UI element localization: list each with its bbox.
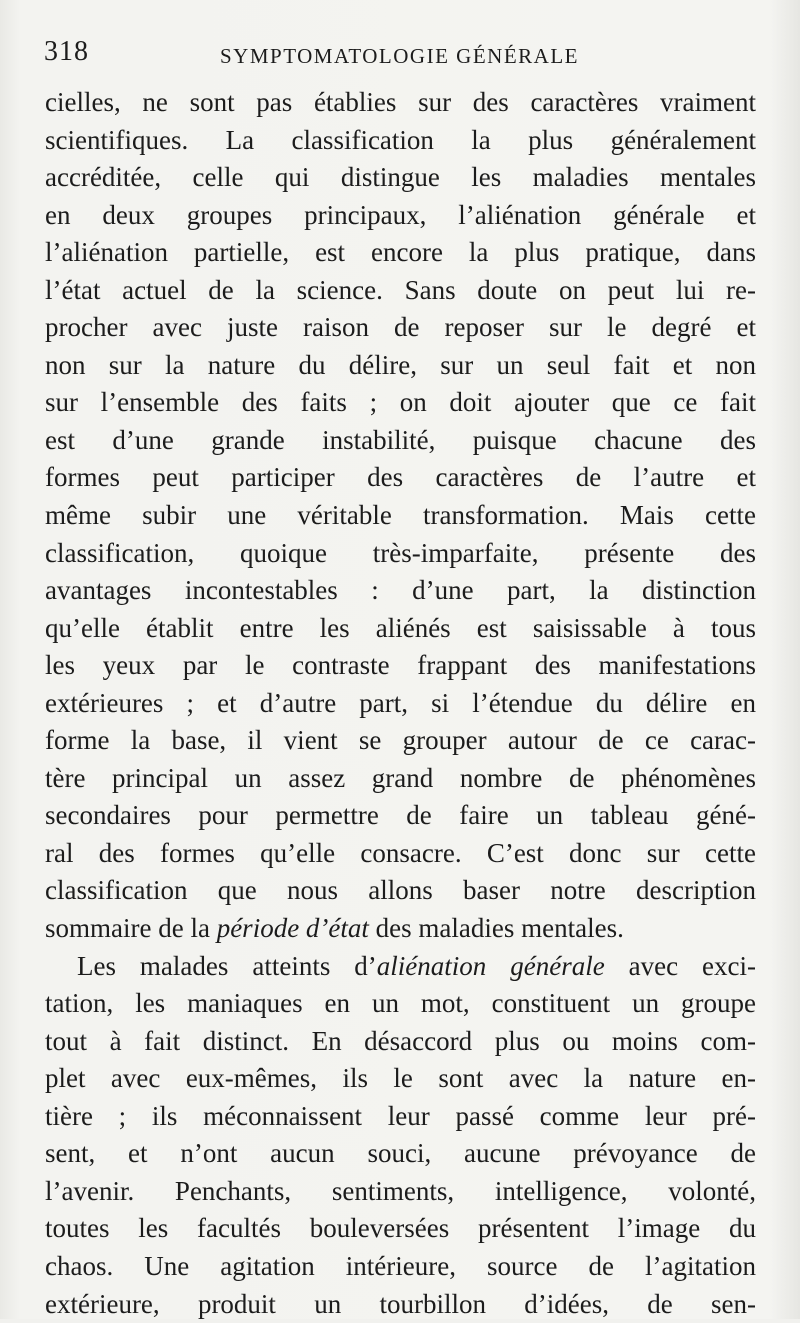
body-text: [45, 84, 756, 1323]
text-line: [45, 685, 756, 723]
text-line: [45, 647, 756, 685]
line-text-after: des maladies mentales.: [369, 913, 624, 943]
text-line: [45, 1135, 756, 1173]
line-text: forme la base, il vient se grouper autour de ce carac-: [45, 725, 756, 755]
line-text: extérieures ; et d’autre part, si l’étendue du délire en: [45, 688, 756, 718]
text-line: [45, 835, 756, 873]
line-text: chaos. Une agitation intérieure, source de l’agitation: [45, 1251, 756, 1281]
text-line: [45, 948, 756, 986]
line-text: avantages incontestables : d’une part, la distinction: [45, 575, 756, 605]
text-line: [45, 122, 756, 160]
line-text: classification que nous allons baser notre description: [45, 875, 756, 905]
text-line: [45, 572, 756, 610]
line-text-after: avec exci-: [605, 951, 756, 981]
running-head: SYMPTOMATOLOGIE GÉNÉRALE: [220, 44, 579, 69]
line-text-before: sommaire de la: [45, 913, 217, 943]
line-text: plet avec eux-mêmes, ils le sont avec la nature en-: [45, 1063, 756, 1093]
line-text: ral des formes qu’elle consacre. C’est donc sur cette: [45, 838, 756, 868]
text-line: [45, 272, 756, 310]
line-text: qu’elle établit entre les aliénés est saisissable à tous: [45, 613, 756, 643]
text-line: [45, 1023, 756, 1061]
line-text: secondaires pour permettre de faire un tableau géné-: [45, 800, 756, 830]
line-text: scientifiques. La classification la plus généralement: [45, 125, 756, 155]
text-line: [45, 535, 756, 573]
line-text: toutes les facultés bouleversées présentent l’image du: [45, 1213, 756, 1243]
line-text: [77, 951, 756, 981]
line-text: procher avec juste raison de reposer sur le degré et: [45, 312, 756, 342]
line-text: [45, 913, 624, 943]
line-text: sent, et n’ont aucun souci, aucune prévoyance de: [45, 1138, 756, 1168]
line-text: tière ; ils méconnaissent leur passé comme leur pré-: [45, 1101, 756, 1131]
text-line: [45, 797, 756, 835]
line-text: est d’une grande instabilité, puisque chacune des: [45, 425, 756, 455]
text-line: [45, 760, 756, 798]
line-text: extérieure, produit un tourbillon d’idées, de sen-: [45, 1289, 756, 1319]
text-line: [45, 459, 756, 497]
text-line: [45, 610, 756, 648]
text-line: [45, 197, 756, 235]
text-line: [45, 384, 756, 422]
italic-term: aliénation générale: [377, 951, 605, 981]
text-line: [45, 1286, 756, 1323]
line-text: cielles, ne sont pas établies sur des caractères vraiment: [45, 87, 756, 117]
line-text: classification, quoique très-imparfaite, présente des: [45, 538, 756, 568]
text-line: [45, 722, 756, 760]
text-line: [45, 1098, 756, 1136]
text-line: [45, 872, 756, 910]
text-line: [45, 1248, 756, 1286]
line-text: sur l’ensemble des faits ; on doit ajouter que ce fait: [45, 387, 756, 417]
text-line: [45, 309, 756, 347]
text-line: [45, 347, 756, 385]
line-text: l’aliénation partielle, est encore la plus pratique, dans: [45, 237, 756, 267]
line-text: l’état actuel de la science. Sans doute on peut lui re-: [45, 275, 756, 305]
line-text: accréditée, celle qui distingue les maladies mentales: [45, 162, 756, 192]
text-line: [45, 1173, 756, 1211]
text-line: [45, 84, 756, 122]
text-line: [45, 497, 756, 535]
text-line: [45, 1210, 756, 1248]
text-line: [45, 234, 756, 272]
line-text: formes peut participer des caractères de l’autre et: [45, 462, 756, 492]
text-line: [45, 985, 756, 1023]
line-text: l’avenir. Penchants, sentiments, intelligence, volonté,: [45, 1176, 756, 1206]
page-header: [44, 36, 756, 72]
line-text: tout à fait distinct. En désaccord plus ou moins com-: [45, 1026, 756, 1056]
text-line: [45, 422, 756, 460]
line-text: les yeux par le contraste frappant des manifestations: [45, 650, 756, 680]
line-text: tation, les maniaques en un mot, constituent un groupe: [45, 988, 756, 1018]
text-line: [45, 159, 756, 197]
line-text: non sur la nature du délire, sur un seul fait et non: [45, 350, 756, 380]
line-text: tère principal un assez grand nombre de phénomènes: [45, 763, 756, 793]
line-text: même subir une véritable transformation. Mais cette: [45, 500, 756, 530]
page-number: 318: [44, 36, 89, 68]
line-text-before: Les malades atteints d’: [77, 951, 377, 981]
text-line: [45, 910, 756, 948]
line-text: en deux groupes principaux, l’aliénation générale et: [45, 200, 756, 230]
text-line: [45, 1060, 756, 1098]
italic-term: période d’état: [217, 913, 369, 943]
